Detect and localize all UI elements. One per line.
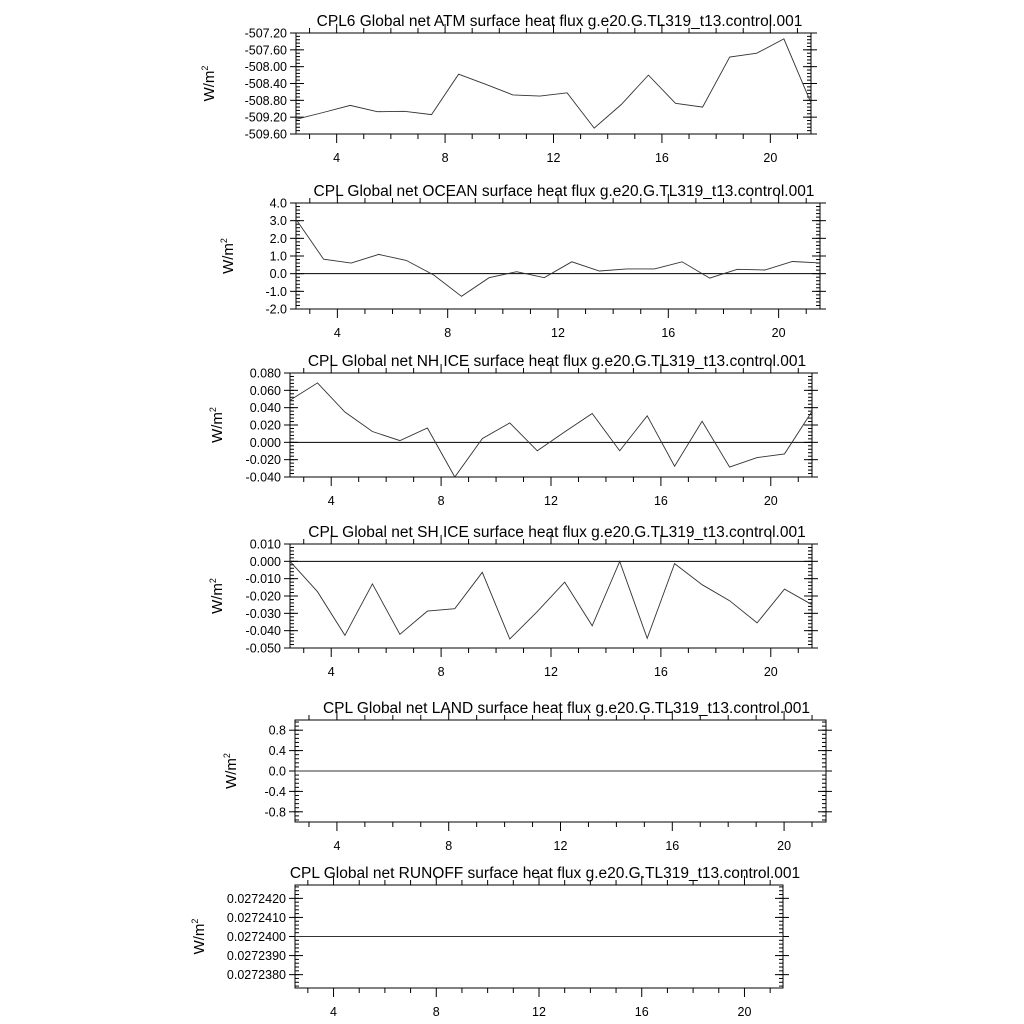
x-tick-label: 20: [763, 665, 778, 679]
y-axis-label-text: W/m: [220, 243, 237, 274]
y-tick-label: -508.80: [244, 93, 287, 108]
y-axis-label-text: W/m: [209, 583, 226, 614]
y-tick-label: -509.60: [244, 127, 287, 142]
x-tick-label: 12: [553, 839, 568, 853]
x-tick-label: 12: [544, 665, 558, 679]
y-axis-label-superscript: 2: [222, 753, 232, 759]
y-tick-label: -0.040: [245, 470, 281, 485]
y-tick-label: 0.000: [249, 435, 281, 450]
y-tick-label: -0.8: [264, 805, 286, 820]
y-tick-label: 0.0272420: [226, 891, 286, 906]
y-axis-label: [222, 753, 240, 789]
y-tick-label: -2.0: [265, 302, 287, 317]
series-line: [290, 383, 812, 477]
panel-1: [200, 13, 817, 165]
y-tick-label: 3.0: [269, 214, 287, 229]
y-axis-label-superscript: 2: [219, 238, 229, 244]
y-axis-label-superscript: 2: [208, 578, 218, 584]
y-tick-label: 0.0: [268, 764, 286, 779]
y-tick-label: 0.040: [249, 401, 281, 416]
x-tick-label: 16: [654, 151, 669, 165]
x-tick-label: 16: [634, 1005, 649, 1019]
panel-4: [208, 524, 818, 679]
y-tick-label: -0.020: [245, 589, 281, 604]
y-axis-label: [200, 66, 218, 102]
y-tick-label: -508.40: [244, 77, 287, 91]
chart-title: CPL6 Global net ATM surface heat flux g.e20.G.TL319_t13.control.001: [316, 13, 803, 30]
y-tick-label: -0.040: [245, 624, 281, 639]
y-axis-label: [219, 238, 237, 274]
x-tick-label: 16: [661, 326, 676, 340]
y-tick-label: 0.0272380: [226, 968, 286, 983]
x-tick-label: 16: [653, 494, 668, 508]
y-tick-label: -0.010: [245, 572, 281, 587]
chart-title: CPL Global net LAND surface heat flux g.e20.G.TL319_t13.control.001: [322, 700, 811, 717]
y-axis-label: [208, 578, 226, 614]
y-tick-label: 0.010: [249, 537, 281, 552]
y-tick-label: -0.020: [245, 453, 281, 468]
x-tick-label: 12: [551, 326, 565, 340]
x-tick-label: 4: [333, 839, 341, 853]
y-tick-label: 0.0272410: [226, 910, 286, 925]
x-tick-label: 12: [532, 1005, 546, 1019]
x-tick-label: 4: [333, 151, 341, 165]
chart-title: CPL Global net NH ICE surface heat flux g.e20.G.TL319_t13.control.001: [307, 353, 807, 370]
panel-2: [219, 183, 826, 340]
y-tick-label: -1.0: [265, 284, 287, 299]
y-tick-label: -507.20: [244, 26, 287, 41]
y-tick-label: 0.0272400: [226, 930, 286, 944]
y-tick-label: 0.8: [268, 723, 286, 738]
y-tick-label: 0.0: [269, 267, 287, 282]
chart-title: CPL Global net SH ICE surface heat flux g.e20.G.TL319_t13.control.001: [308, 524, 806, 541]
x-tick-label: 20: [737, 1005, 752, 1019]
y-tick-label: -0.4: [264, 784, 286, 799]
plot-frame: [290, 544, 812, 648]
y-tick-label: 0.0272390: [226, 949, 286, 964]
y-axis-label: [208, 407, 226, 443]
y-tick-label: 1.0: [269, 249, 287, 264]
x-tick-label: 16: [653, 665, 668, 679]
series-line: [296, 39, 811, 128]
x-tick-label: 16: [665, 839, 680, 853]
y-tick-label: 0.060: [249, 383, 281, 398]
y-tick-label: 2.0: [269, 231, 287, 246]
y-axis-label-superscript: 2: [190, 918, 200, 924]
chart-title: CPL Global net OCEAN surface heat flux g.e20.G.TL319_t13.control.001: [313, 183, 815, 200]
x-tick-label: 20: [771, 326, 786, 340]
y-tick-label: 0.020: [249, 418, 281, 433]
panel-5: [222, 700, 832, 853]
x-tick-label: 4: [327, 665, 335, 679]
y-axis-label-text: W/m: [191, 923, 208, 955]
plot-frame: [296, 33, 811, 134]
x-tick-label: 20: [777, 839, 792, 853]
y-tick-label: -0.050: [245, 641, 281, 656]
y-axis-label-text: W/m: [201, 70, 218, 102]
series-line: [290, 561, 812, 639]
series-line: [296, 219, 820, 296]
y-tick-label: 0.000: [249, 554, 281, 569]
x-tick-label: 4: [330, 1005, 338, 1019]
x-tick-label: 8: [444, 326, 452, 340]
x-tick-label: 4: [327, 494, 335, 508]
y-tick-label: -507.60: [244, 43, 287, 58]
y-tick-label: -508.00: [244, 60, 287, 75]
panel-3: [208, 353, 818, 508]
x-tick-label: 12: [544, 494, 558, 508]
x-tick-label: 12: [546, 151, 561, 165]
x-tick-label: 8: [441, 151, 449, 165]
y-axis-label: [190, 919, 208, 955]
y-tick-label: -509.20: [244, 110, 287, 125]
x-tick-label: 20: [763, 151, 778, 165]
x-tick-label: 20: [763, 494, 778, 508]
y-axis-label-superscript: 2: [200, 65, 210, 71]
y-axis-label-text: W/m: [209, 412, 226, 443]
x-tick-label: 8: [437, 665, 445, 679]
x-tick-label: 8: [445, 839, 453, 853]
panel-6: [190, 865, 800, 1019]
y-tick-label: 0.4: [268, 744, 286, 759]
x-tick-label: 8: [437, 494, 445, 508]
y-tick-label: 0.080: [249, 366, 281, 381]
plot-frame: [290, 373, 812, 477]
y-axis-label-text: W/m: [223, 758, 240, 789]
y-tick-label: -0.030: [245, 606, 281, 621]
y-axis-label-superscript: 2: [208, 407, 218, 413]
y-tick-label: 4.0: [269, 196, 287, 211]
x-tick-label: 8: [432, 1005, 440, 1019]
chart-title: CPL Global net RUNOFF surface heat flux g.e20.G.TL319_t13.control.001: [289, 865, 801, 882]
x-tick-label: 4: [333, 326, 341, 340]
